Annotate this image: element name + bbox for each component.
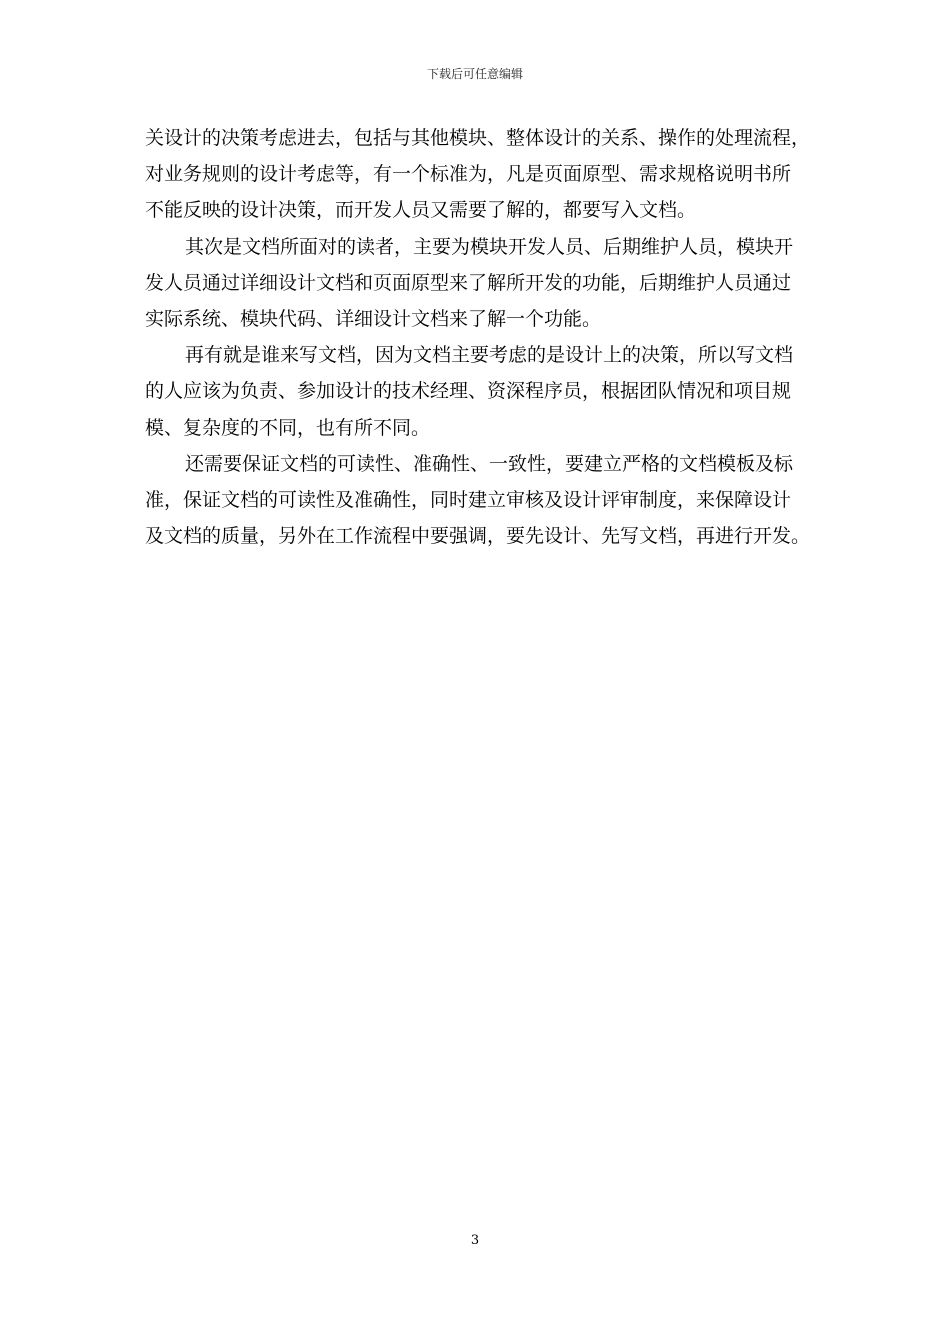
text-line: 再有就是谁来写文档，因为文档主要考虑的是设计上的决策，所以写文档 (185, 344, 794, 367)
text-line: 及文档的质量，另外在工作流程中要强调，要先设计、先写文档，再进行开发。 (145, 525, 811, 548)
paragraph-4 (145, 446, 835, 555)
text-line: 不能反映的设计决策，而开发人员又需要了解的，都要写入文档。 (145, 199, 697, 222)
page-header: 下载后可任意编辑 (426, 67, 523, 81)
text-line: 关设计的决策考虑进去，包括与其他模块、整体设计的关系、操作的处理流程， (145, 127, 811, 149)
text-line: 的人应该为负责、参加设计的技术经理、资深程序员，根据团队情况和项目规 (145, 380, 792, 403)
text-line: 发人员通过详细设计文档和页面原型来了解所开发的功能，后期维护人员通过 (145, 271, 792, 294)
page-number: 3 (470, 1233, 480, 1248)
text-line: 准，保证文档的可读性及准确性，同时建立审核及设计评审制度，来保障设计 (145, 488, 792, 511)
text-line: 对业务规则的设计考虑等，有一个标准为，凡是页面原型、需求规格说明书所 (145, 163, 792, 186)
text-line: 其次是文档所面对的读者，主要为模块开发人员、后期维护人员，模块开 (185, 235, 794, 258)
paragraph-1 (145, 120, 835, 229)
text-line: 还需要保证文档的可读性、准确性、一致性，要建立严格的文档模板及标 (185, 452, 794, 475)
text-line: 模、复杂度的不同，也有所不同。 (145, 416, 431, 439)
paragraph-3 (145, 337, 835, 446)
document-body (145, 120, 835, 554)
text-line: 实际系统、模块代码、详细设计文档来了解一个功能。 (145, 307, 602, 330)
paragraph-2 (145, 229, 835, 338)
